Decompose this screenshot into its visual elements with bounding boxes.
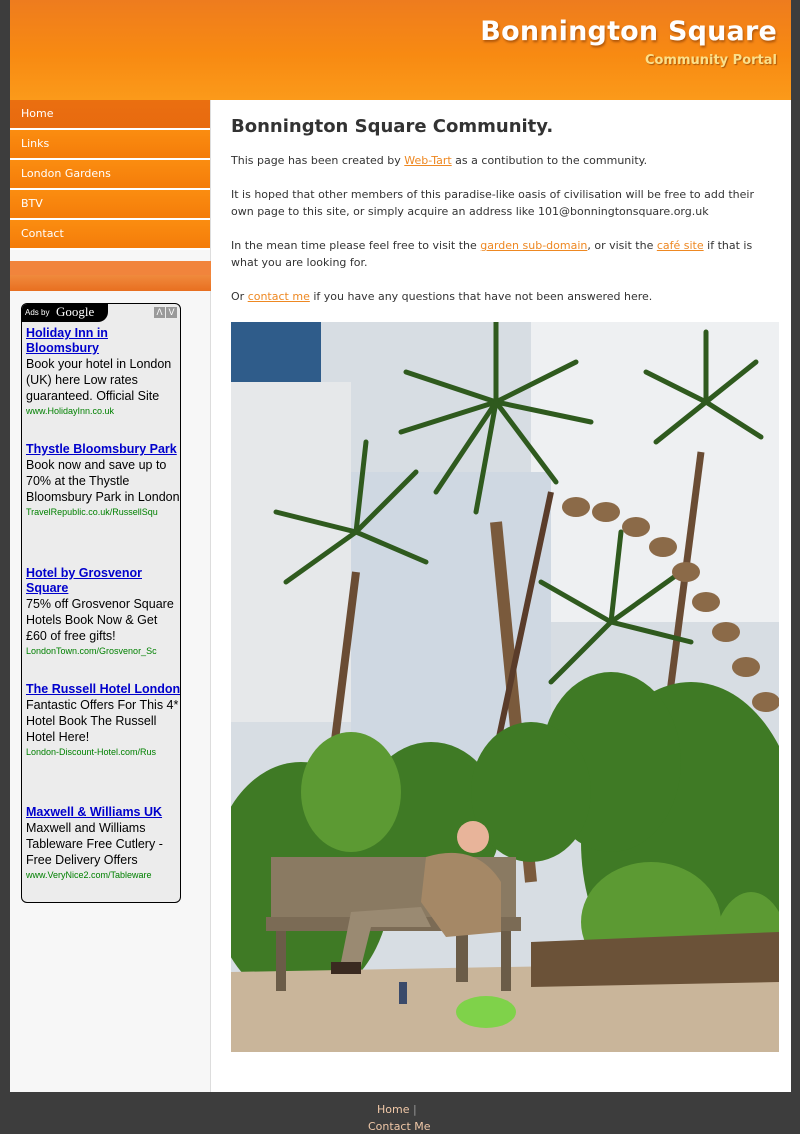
visit-paragraph xyxy=(231,237,779,271)
text: Or xyxy=(231,290,248,303)
ad-text: Book your hotel in London (UK) here Low rates guaranteed. Official Site xyxy=(26,357,172,403)
text: if you have any questions that have not been answered here. xyxy=(309,290,653,303)
ad-url[interactable]: TravelRepublic.co.uk/RussellSqu xyxy=(26,507,158,517)
ad-title-link[interactable]: The Russell Hotel London xyxy=(26,682,181,696)
footer-home-link[interactable]: Home xyxy=(377,1103,410,1116)
cafe-site-link[interactable]: café site xyxy=(656,239,704,252)
ad-title-link[interactable]: Holiday Inn in Bloomsbury xyxy=(26,326,108,355)
ad-item xyxy=(26,682,181,759)
text: In the mean time please feel free to visit the xyxy=(231,239,481,252)
site-footer xyxy=(0,1092,800,1134)
garden-photo-illustration xyxy=(231,322,779,1052)
main-nav xyxy=(10,100,210,250)
ad-text: Maxwell and Williams Tableware Free Cutlery - Free Delivery Offers xyxy=(26,821,163,867)
ad-title-link[interactable]: Thystle Bloomsbury Park xyxy=(26,442,177,456)
ad-nav-arrows xyxy=(153,307,177,318)
text: as a contibution to the community. xyxy=(451,154,648,167)
ad-title-link[interactable]: Maxwell & Williams UK xyxy=(26,805,163,819)
intro-paragraph xyxy=(231,152,779,169)
ad-item xyxy=(26,805,181,882)
ad-title-link[interactable]: Hotel by Grosvenor Square xyxy=(26,566,142,595)
ad-prev-arrow-icon[interactable]: Λ xyxy=(154,307,165,318)
site-title: Bonnington Square xyxy=(480,16,777,47)
ad-url[interactable]: London-Discount-Hotel.com/Rus xyxy=(26,747,157,757)
ads-by-google-label[interactable] xyxy=(22,304,108,322)
site-subtitle: Community Portal xyxy=(644,53,777,68)
site-header xyxy=(10,0,791,100)
ad-item xyxy=(26,566,181,658)
garden-photo xyxy=(231,322,779,1052)
ad-url[interactable]: www.VeryNice2.com/Tableware xyxy=(26,870,152,880)
nav-item-london-gardens[interactable]: London Gardens xyxy=(10,160,210,190)
ad-text: 75% off Grosvenor Square Hotels Book Now & Get £60 of free gifts! xyxy=(26,597,174,643)
ad-text: Fantastic Offers For This 4* Hotel Book The Russell Hotel Here! xyxy=(26,698,179,744)
text: if that is what you are looking for. xyxy=(231,239,753,269)
nav-item-btv[interactable]: BTV xyxy=(10,190,210,220)
ad-item xyxy=(26,326,181,418)
contact-me-link[interactable]: contact me xyxy=(247,290,310,303)
google-logo: Google xyxy=(56,304,95,319)
ads-by-text: Ads by xyxy=(25,308,50,317)
ad-url[interactable]: www.HolidayInn.co.uk xyxy=(26,406,115,416)
page-container xyxy=(10,0,791,1092)
ad-next-arrow-icon[interactable]: V xyxy=(166,307,177,318)
text: , or visit the xyxy=(587,239,657,252)
garden-subdomain-link[interactable]: garden sub-domain xyxy=(480,239,588,252)
ad-item xyxy=(26,442,181,519)
hope-paragraph: It is hoped that other members of this paradise-like oasis of civilisation will be free to add their own page to this site, or simply acquire an address like 101@bonningtonsquare.org.uk xyxy=(231,188,754,218)
footer-separator: | xyxy=(413,1103,417,1116)
text: This page has been created by xyxy=(231,154,405,167)
sidebar xyxy=(10,100,211,1092)
footer-contact-link[interactable]: Contact Me xyxy=(368,1120,431,1133)
sidebar-divider-band xyxy=(10,261,211,291)
web-tart-link[interactable]: Web-Tart xyxy=(404,154,452,167)
ad-url[interactable]: LondonTown.com/Grosvenor_Sc xyxy=(26,646,157,656)
nav-item-links[interactable]: Links xyxy=(10,130,210,160)
ad-text: Book now and save up to 70% at the Thystle Bloomsbury Park in London xyxy=(26,458,180,504)
nav-item-contact[interactable]: Contact xyxy=(10,220,210,250)
nav-item-home[interactable]: Home xyxy=(10,100,210,130)
contact-paragraph xyxy=(231,288,779,305)
google-ads-box xyxy=(21,303,181,903)
page-heading: Bonnington Square Community. xyxy=(231,116,554,137)
